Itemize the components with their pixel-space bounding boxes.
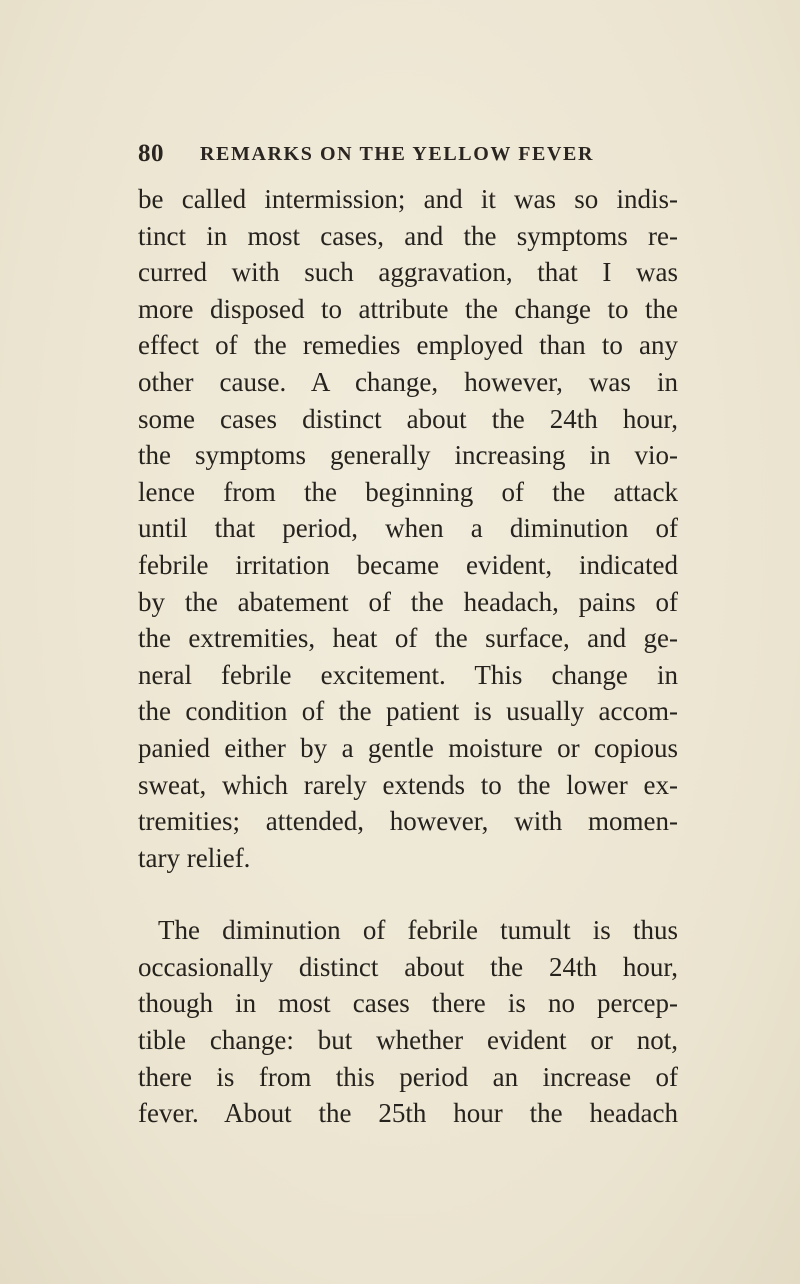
paragraph-1 — [138, 181, 678, 876]
text-line: there is from this period an increase of — [138, 1061, 678, 1092]
text-line: the symptoms generally increasing in vio- — [138, 440, 678, 471]
text-line: lence from the beginning of the attack — [138, 476, 678, 507]
text-line: more disposed to attribute the change to the — [138, 293, 678, 324]
text-line: neral febrile excitement. This change in — [138, 659, 678, 690]
text-line: the extremities, heat of the surface, and ge- — [138, 623, 678, 654]
text-line: tinct in most cases, and the symptoms re- — [138, 220, 678, 251]
page-number: 80 — [138, 140, 164, 167]
running-title: REMARKS ON THE YELLOW FEVER — [200, 143, 595, 165]
text-line: The diminution of febrile tumult is thus — [158, 915, 678, 946]
text-line: effect of the remedies employed than to any — [138, 330, 678, 361]
text-line: febrile irritation became evident, indicated — [138, 549, 678, 580]
text-line: fever. About the 25th hour the headach — [138, 1098, 678, 1129]
text-line: some cases distinct about the 24th hour, — [138, 403, 678, 434]
text-line: curred with such aggravation, that I was — [138, 257, 678, 288]
paragraph-spacer — [138, 876, 678, 912]
text-line: other cause. A change, however, was in — [138, 366, 678, 397]
page-header — [138, 140, 658, 176]
text-line: be called intermission; and it was so indis- — [138, 184, 678, 214]
text-line: tible change: but whether evident or not, — [138, 1025, 678, 1056]
body-text — [138, 181, 678, 1132]
text-line: sweat, which rarely extends to the lower ex- — [138, 769, 678, 800]
text-line: though in most cases there is no percep- — [138, 988, 678, 1019]
paragraph-2 — [138, 912, 678, 1132]
text-line: until that period, when a diminution of — [138, 513, 678, 544]
text-line: tary relief. — [138, 842, 251, 873]
text-line: tremities; attended, however, with momen- — [138, 806, 678, 837]
text-line: the condition of the patient is usually accom- — [138, 696, 678, 727]
text-line: panied either by a gentle moisture or copious — [138, 732, 678, 763]
text-line: by the abatement of the headach, pains of — [138, 586, 678, 617]
text-line: occasionally distinct about the 24th hour, — [138, 951, 678, 982]
